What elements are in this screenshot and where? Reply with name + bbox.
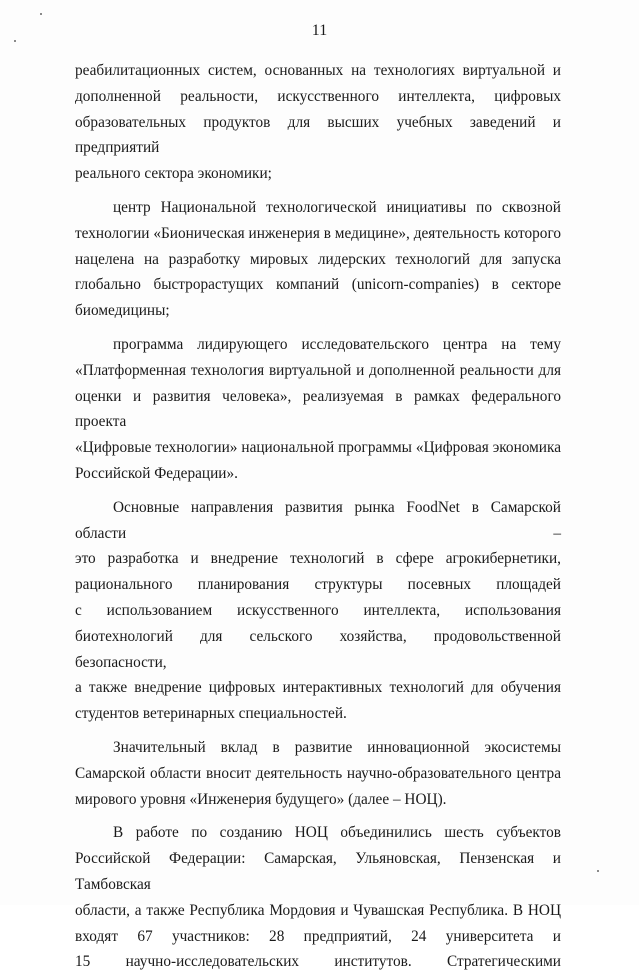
- scan-speck: [14, 40, 16, 42]
- text-line: программа лидирующего исследовательского центра на тему: [113, 335, 561, 353]
- text-line: 15 научно-исследовательских институтов. Стратегическими: [75, 953, 561, 971]
- text-line: глобально быстрорастущих компаний (unicorn-companies) в секторе: [75, 276, 561, 294]
- text-line: Основные направления развития рынка FoodNet в Самарской области –: [75, 498, 561, 542]
- paragraph: [75, 332, 561, 487]
- text-line: реального сектора экономики;: [75, 165, 272, 183]
- text-line: Российской Федерации».: [75, 464, 238, 482]
- text-line: центр Национальной технологической инициативы по сквозной: [113, 198, 561, 216]
- document-body: [75, 58, 561, 975]
- text-line: «Цифровые технологии» национальной программы «Цифровая экономика: [75, 439, 561, 457]
- scan-speck: [40, 13, 42, 15]
- text-line: входят 67 участников: 28 предприятий, 24 университета и: [75, 927, 561, 945]
- scan-speck: [597, 870, 599, 872]
- text-line: это разработка и внедрение технологий в сфере агрокибернетики,: [75, 550, 561, 568]
- text-line: студентов ветеринарных специальностей.: [75, 705, 347, 723]
- page-number: 11: [311, 22, 328, 39]
- text-line: оценки и развития человека», реализуемая в рамках федерального проекта: [75, 387, 561, 431]
- text-line: биотехнологий для сельского хозяйства, продовольственной безопасности,: [75, 627, 561, 671]
- paragraph: [75, 735, 561, 812]
- text-line: а также внедрение цифровых интерактивных технологий для обучения: [75, 679, 561, 697]
- text-line: технологии «Бионическая инженерия в медицине», деятельность которого: [75, 224, 561, 242]
- text-line: образовательных продуктов для высших учебных заведений и предприятий: [75, 113, 561, 157]
- text-line: реабилитационных систем, основанных на технологиях виртуальной и: [75, 62, 561, 79]
- text-line: Значительный вклад в развитие инновационной экосистемы: [113, 738, 561, 756]
- text-line: дополненной реальности, искусственного интеллекта, цифровых: [75, 87, 561, 105]
- text-line: рационального планирования структуры посевных площадей: [75, 576, 561, 594]
- text-line: биомедицины;: [75, 302, 170, 320]
- text-line: области, а также Республика Мордовия и Чувашская Республика. В НОЦ: [75, 901, 561, 919]
- paragraph: [75, 58, 561, 187]
- paragraph: [75, 195, 561, 324]
- text-line: мирового уровня «Инженерия будущего» (далее – НОЦ).: [75, 790, 447, 808]
- text-line: нацелена на разработку мировых лидерских технологий для запуска: [75, 250, 561, 268]
- text-line: «Платформенная технология виртуальной и дополненной реальности для: [75, 361, 561, 379]
- text-line: В работе по созданию НОЦ объединились шесть субъектов: [113, 824, 561, 842]
- text-line: с использованием искусственного интеллекта, использования: [75, 601, 561, 619]
- text-line: Самарской области вносит деятельность научно-образовательного центра: [75, 764, 561, 782]
- text-line: Российской Федерации: Самарская, Ульяновская, Пензенская и Тамбовская: [75, 850, 561, 893]
- paragraph: [75, 820, 561, 975]
- paragraph: [75, 495, 561, 727]
